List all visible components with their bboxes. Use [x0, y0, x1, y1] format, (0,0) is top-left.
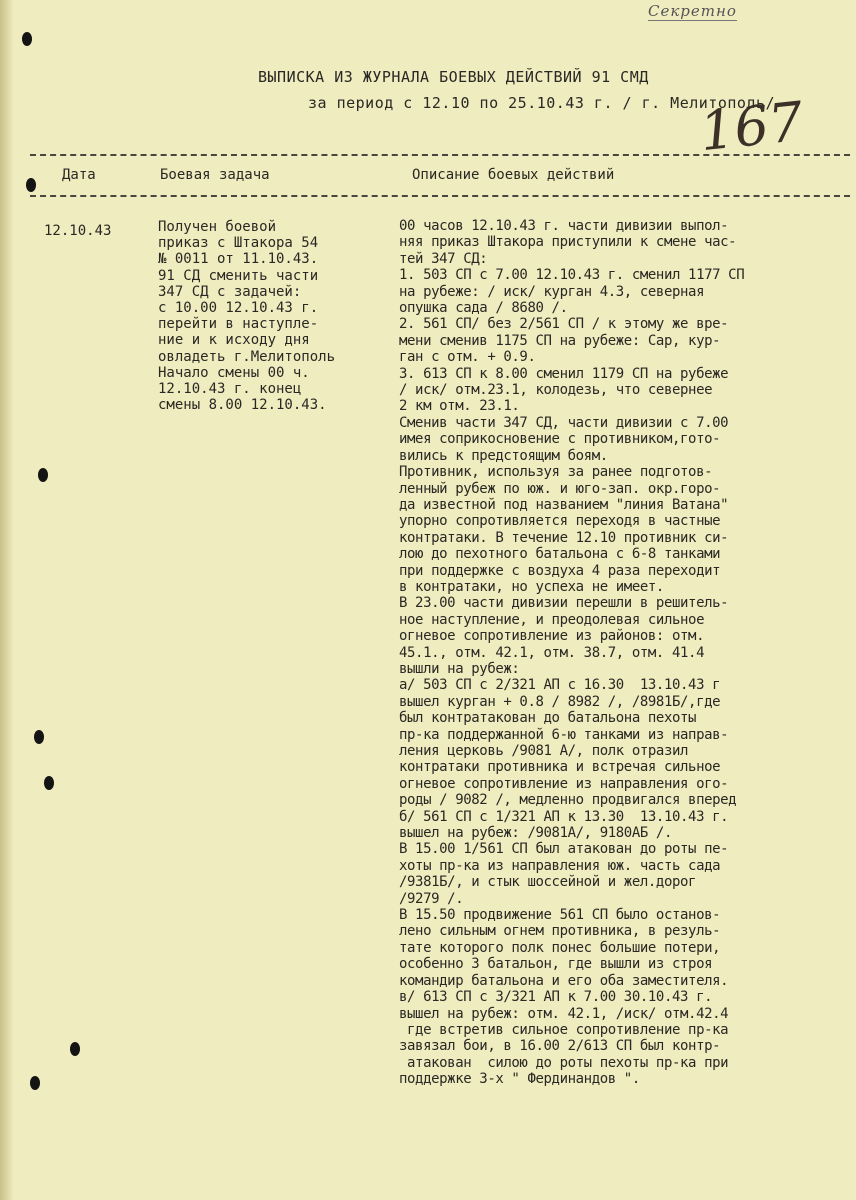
punch-hole [70, 1042, 80, 1056]
description-line: Противник, используя за ранее подготов- [399, 464, 713, 481]
description-line: опушка сада / 8680 /. [399, 300, 568, 317]
sheet-number: 167 [696, 89, 807, 164]
description-line: вышли на рубеж: [399, 660, 520, 677]
task-line: № 0011 от 11.10.43. [158, 251, 319, 268]
description-line: огневое сопротивление из направления ого- [399, 775, 729, 792]
description-line: лою до пехотного батальона с 6-8 танками [399, 546, 721, 563]
description-line: В 15.50 продвижение 561 СП было останов- [399, 907, 721, 924]
task-line: с 10.00 12.10.43 г. [158, 300, 319, 317]
description-line: 00 часов 12.10.43 г. части дивизии выпол- [399, 218, 729, 234]
task-line: 91 СД сменить части [158, 267, 319, 284]
document-title: ВЫПИСКА ИЗ ЖУРНАЛА БОЕВЫХ ДЕЙСТВИЙ 91 СМД [258, 68, 649, 86]
description-line: контратаки противника и встречая сильное [399, 759, 721, 776]
description-line: вышел на рубеж: отм. 42.1, /иск/ отм.42.4 [399, 1005, 729, 1022]
description-line: пр-ка поддержанной 6-ю танками из направ- [399, 726, 729, 743]
description-line: тей 347 СД: [399, 250, 488, 267]
description-line: 3. 613 СП к 8.00 сменил 1179 СП на рубеже [399, 365, 729, 382]
task-line: 347 СД с задачей: [158, 283, 302, 300]
description-line: Сменив части 347 СД, части дивизии с 7.00 [399, 414, 729, 431]
punch-hole [38, 468, 48, 482]
description-line: ное наступление, и преодолевая сильное [399, 611, 705, 628]
punch-hole [34, 730, 44, 744]
description-line: в/ 613 СП с 3/321 АП к 7.00 30.10.43 г. [399, 989, 713, 1006]
header-rule-bottom [30, 195, 850, 197]
punch-hole [26, 178, 36, 192]
description-line: атакован силою до роты пехоты пр-ка при [399, 1054, 729, 1071]
task-line: перейти в наступле- [158, 316, 319, 333]
secret-stamp: Секретно [648, 2, 737, 20]
column-header-task: Боевая задача [160, 167, 270, 183]
description-line: / иск/ отм.23.1, колодезь, что севернее [399, 382, 713, 399]
description-line: няя приказ Штакора приступили к смене час- [399, 234, 737, 251]
description-line: б/ 561 СП с 1/321 АП к 13.30 13.10.43 г. [399, 808, 729, 825]
description-line: упорно сопротивляется переходя в частные [399, 513, 721, 530]
description-line: контратаки. В течение 12.10 противник си- [399, 529, 729, 546]
description-line: хоты пр-ка из направления юж. часть сада [399, 857, 721, 874]
description-line: 2. 561 СП/ без 2/561 СП / к этому же вре- [399, 316, 729, 333]
description-line: вышел курган + 0.8 / 8982 /, /8981Б/,где [399, 693, 721, 710]
task-line: смены 8.00 12.10.43. [158, 397, 327, 414]
description-line: тате которого полк понес большие потери, [399, 939, 721, 956]
task-line: 12.10.43 г. конец [158, 381, 302, 398]
description-line: В 15.00 1/561 СП был атакован до роты пе- [399, 841, 729, 858]
description-line: огневое сопротивление из районов: отм. [399, 628, 705, 645]
description-line: вышел на рубеж: /9081А/, 9180АБ /. [399, 825, 672, 842]
description-line: лено сильным огнем противника, в резуль- [399, 923, 721, 940]
combat-description-cell [399, 218, 744, 1088]
page-edge [0, 0, 14, 1200]
description-line: в контратаки, но успеха не имеет. [399, 578, 664, 595]
description-line: а/ 503 СП с 2/321 АП с 16.30 13.10.43 г [399, 677, 721, 694]
description-line: поддержке 3-х " Фердинандов ". [399, 1071, 640, 1088]
task-line: Начало смены 00 ч. [158, 364, 310, 381]
description-line: особенно 3 батальон, где вышли из строя [399, 956, 713, 973]
description-line: мени сменив 1175 СП на рубеже: Сар, кур- [399, 332, 721, 349]
punch-hole [22, 32, 32, 46]
description-line: 1. 503 СП с 7.00 12.10.43 г. сменил 1177 СП [399, 267, 745, 284]
description-line: ления церковь /9081 А/, полк отразил [399, 743, 689, 759]
description-line: В 23.00 части дивизии перешли в решитель- [399, 595, 729, 612]
description-line: /9381Б/, и стык шоссейной и жел.дорог [399, 874, 697, 891]
description-line: /9279 /. [399, 890, 464, 907]
combat-task-cell [158, 219, 335, 413]
task-line: овладеть г.Мелитополь [158, 348, 336, 365]
description-line: на рубеже: / иск/ курган 4.3, северная [399, 283, 705, 300]
punch-hole [30, 1076, 40, 1090]
description-line: имея соприкосновение с противником,гото- [399, 431, 721, 448]
entry-date: 12.10.43 [44, 223, 112, 239]
description-line: да известной под названием "линия Ватана" [399, 496, 729, 513]
description-line: завязал бои, в 16.00 2/613 СП был контр- [399, 1038, 721, 1055]
description-line: 2 км отм. 23.1. [399, 398, 520, 415]
description-line: командир батальона и его оба заместителя. [399, 972, 729, 989]
column-header-description: Описание боевых действий [412, 167, 615, 183]
description-line: 45.1., отм. 42.1, отм. 38.7, отм. 41.4 [399, 644, 705, 661]
description-line: где встретив сильное сопротивление пр-ка [399, 1021, 729, 1038]
punch-hole [44, 776, 54, 790]
task-line: приказ с Штакора 54 [158, 235, 319, 252]
task-line: ние и к исходу дня [158, 332, 310, 349]
description-line: был контратакован до батальона пехоты [399, 710, 697, 727]
description-line: ган с отм. + 0.9. [399, 349, 536, 366]
header-rule-top [30, 154, 850, 156]
task-line: Получен боевой [158, 219, 277, 235]
description-line: при поддержке с воздуха 4 раза переходит [399, 562, 721, 579]
column-header-date: Дата [62, 167, 96, 183]
description-line: роды / 9082 /, медленно продвигался вперед [399, 792, 737, 809]
description-line: ленный рубеж по юж. и юго-зап. окр.горо- [399, 480, 721, 497]
description-line: вились к предстоящим боям. [399, 447, 608, 464]
document-subtitle: за период с 12.10 по 25.10.43 г. / г. Мелитополь/ [308, 94, 776, 112]
